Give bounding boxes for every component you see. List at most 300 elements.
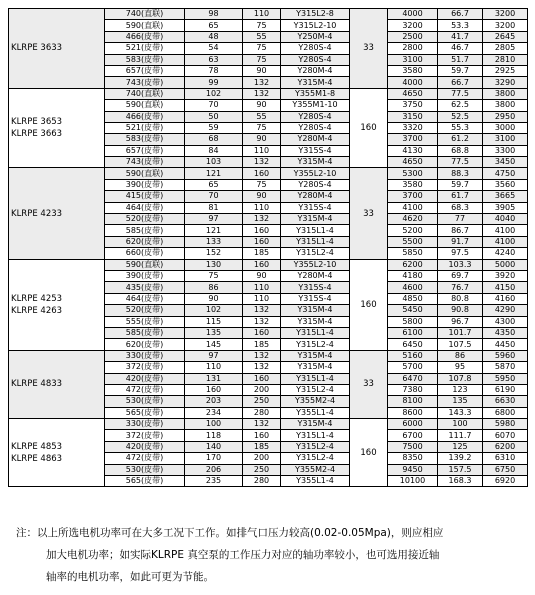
weight-cell: 5960 [483, 350, 528, 361]
pressure-cell: 160 [350, 419, 388, 487]
speed-drive-cell: 420(皮带) [105, 441, 185, 452]
motor-model-cell: Y355M2-4 [281, 396, 350, 407]
weight-cell: 4450 [483, 339, 528, 350]
motor-model-cell: Y315L1-4 [281, 225, 350, 236]
model-name: KLRPE 4263 [11, 305, 63, 316]
speed-drive-cell: 530(皮带) [105, 396, 185, 407]
flow-m3min-cell: 135 [438, 396, 483, 407]
motor-power-cell: 185 [243, 339, 281, 350]
shaft-power-cell: 97 [185, 214, 243, 225]
flow-m3h-cell: 6100 [388, 327, 438, 338]
flow-m3min-cell: 53.3 [438, 20, 483, 31]
motor-power-cell: 250 [243, 464, 281, 475]
shaft-power-cell: 145 [185, 339, 243, 350]
flow-m3min-cell: 76.7 [438, 282, 483, 293]
speed-drive-cell: 740(直联) [105, 9, 185, 20]
flow-m3h-cell: 5160 [388, 350, 438, 361]
weight-cell: 4160 [483, 293, 528, 304]
shaft-power-cell: 110 [185, 362, 243, 373]
flow-m3h-cell: 6470 [388, 373, 438, 384]
flow-m3h-cell: 5300 [388, 168, 438, 179]
motor-power-cell: 132 [243, 362, 281, 373]
flow-m3h-cell: 8100 [388, 396, 438, 407]
model-name: KLRPE 4833 [11, 379, 63, 390]
motor-power-cell: 132 [243, 88, 281, 99]
flow-m3h-cell: 8350 [388, 453, 438, 464]
speed-drive-cell: 466(皮带) [105, 31, 185, 42]
motor-power-cell: 185 [243, 248, 281, 259]
speed-drive-cell: 464(皮带) [105, 202, 185, 213]
motor-model-cell: Y355L1-4 [281, 407, 350, 418]
flow-m3min-cell: 77 [438, 214, 483, 225]
weight-cell: 2950 [483, 111, 528, 122]
weight-cell: 2925 [483, 65, 528, 76]
weight-cell: 4100 [483, 225, 528, 236]
speed-drive-cell: 657(皮带) [105, 145, 185, 156]
weight-cell: 4100 [483, 236, 528, 247]
motor-power-cell: 55 [243, 111, 281, 122]
shaft-power-cell: 152 [185, 248, 243, 259]
motor-model-cell: Y315L1-4 [281, 373, 350, 384]
flow-m3h-cell: 5500 [388, 236, 438, 247]
speed-drive-cell: 330(皮带) [105, 419, 185, 430]
motor-power-cell: 132 [243, 77, 281, 88]
flow-m3h-cell: 3150 [388, 111, 438, 122]
weight-cell: 5950 [483, 373, 528, 384]
motor-power-cell: 110 [243, 145, 281, 156]
flow-m3min-cell: 46.7 [438, 43, 483, 54]
flow-m3h-cell: 4620 [388, 214, 438, 225]
motor-model-cell: Y315L2-4 [281, 441, 350, 452]
motor-model-cell: Y315L2-8 [281, 9, 350, 20]
weight-cell: 6310 [483, 453, 528, 464]
speed-drive-cell: 435(皮带) [105, 282, 185, 293]
motor-power-cell: 280 [243, 407, 281, 418]
motor-power-cell: 55 [243, 31, 281, 42]
weight-cell: 3200 [483, 20, 528, 31]
flow-m3h-cell: 5850 [388, 248, 438, 259]
flow-m3min-cell: 143.3 [438, 407, 483, 418]
motor-power-cell: 160 [243, 168, 281, 179]
flow-m3min-cell: 68.8 [438, 145, 483, 156]
flow-m3min-cell: 80.8 [438, 293, 483, 304]
motor-power-cell: 90 [243, 134, 281, 145]
flow-m3min-cell: 88.3 [438, 168, 483, 179]
motor-power-cell: 185 [243, 441, 281, 452]
motor-power-cell: 132 [243, 214, 281, 225]
shaft-power-cell: 203 [185, 396, 243, 407]
flow-m3min-cell: 59.7 [438, 65, 483, 76]
shaft-power-cell: 78 [185, 65, 243, 76]
motor-model-cell: Y315M-4 [281, 419, 350, 430]
weight-cell: 3300 [483, 145, 528, 156]
model-name: KLRPE 3653 [11, 117, 63, 128]
motor-model-cell: Y315L2-4 [281, 453, 350, 464]
weight-cell: 3450 [483, 157, 528, 168]
flow-m3min-cell: 52.5 [438, 111, 483, 122]
motor-model-cell: Y315M-4 [281, 214, 350, 225]
weight-cell: 4240 [483, 248, 528, 259]
flow-m3h-cell: 4130 [388, 145, 438, 156]
flow-m3min-cell: 77.5 [438, 88, 483, 99]
model-name: KLRPE 3663 [11, 129, 63, 140]
model-cell [9, 259, 105, 350]
motor-power-cell: 250 [243, 396, 281, 407]
motor-power-cell: 132 [243, 305, 281, 316]
shaft-power-cell: 98 [185, 9, 243, 20]
motor-power-cell: 75 [243, 43, 281, 54]
shaft-power-cell: 118 [185, 430, 243, 441]
footnote-line-3: 轴率的电机功率，如此可更为节能。 [46, 571, 214, 583]
flow-m3min-cell: 61.2 [438, 134, 483, 145]
flow-m3min-cell: 103.3 [438, 259, 483, 270]
speed-drive-cell: 390(皮带) [105, 270, 185, 281]
motor-power-cell: 200 [243, 453, 281, 464]
motor-power-cell: 280 [243, 476, 281, 487]
shaft-power-cell: 121 [185, 168, 243, 179]
table-row [9, 419, 528, 430]
speed-drive-cell: 472(皮带) [105, 384, 185, 395]
weight-cell: 6630 [483, 396, 528, 407]
shaft-power-cell: 48 [185, 31, 243, 42]
motor-model-cell: Y315M-4 [281, 157, 350, 168]
flow-m3min-cell: 68.3 [438, 202, 483, 213]
flow-m3h-cell: 3100 [388, 54, 438, 65]
flow-m3min-cell: 96.7 [438, 316, 483, 327]
flow-m3min-cell: 41.7 [438, 31, 483, 42]
motor-model-cell: Y315M-4 [281, 305, 350, 316]
shaft-power-cell: 160 [185, 384, 243, 395]
speed-drive-cell: 330(皮带) [105, 350, 185, 361]
shaft-power-cell: 130 [185, 259, 243, 270]
shaft-power-cell: 235 [185, 476, 243, 487]
speed-drive-cell: 620(皮带) [105, 339, 185, 350]
spec-table-container [8, 8, 527, 487]
motor-model-cell: Y280S-4 [281, 179, 350, 190]
flow-m3h-cell: 10100 [388, 476, 438, 487]
weight-cell: 4040 [483, 214, 528, 225]
flow-m3h-cell: 4850 [388, 293, 438, 304]
weight-cell: 4290 [483, 305, 528, 316]
weight-cell: 6920 [483, 476, 528, 487]
shaft-power-cell: 68 [185, 134, 243, 145]
motor-power-cell: 90 [243, 191, 281, 202]
shaft-power-cell: 59 [185, 122, 243, 133]
weight-cell: 2805 [483, 43, 528, 54]
shaft-power-cell: 102 [185, 88, 243, 99]
motor-model-cell: Y280S-4 [281, 122, 350, 133]
model-name: KLRPE 4233 [11, 208, 63, 219]
motor-power-cell: 160 [243, 430, 281, 441]
weight-cell: 5980 [483, 419, 528, 430]
motor-model-cell: Y315M-4 [281, 316, 350, 327]
speed-drive-cell: 372(皮带) [105, 362, 185, 373]
flow-m3h-cell: 4000 [388, 77, 438, 88]
shaft-power-cell: 99 [185, 77, 243, 88]
model-cell [9, 419, 105, 487]
speed-drive-cell: 530(皮带) [105, 464, 185, 475]
flow-m3h-cell: 7500 [388, 441, 438, 452]
flow-m3min-cell: 139.2 [438, 453, 483, 464]
flow-m3min-cell: 95 [438, 362, 483, 373]
weight-cell: 4350 [483, 327, 528, 338]
speed-drive-cell: 390(皮带) [105, 179, 185, 190]
motor-model-cell: Y315L2-4 [281, 339, 350, 350]
weight-cell: 4750 [483, 168, 528, 179]
motor-model-cell: Y315S-4 [281, 282, 350, 293]
speed-drive-cell: 521(皮带) [105, 43, 185, 54]
flow-m3min-cell: 111.7 [438, 430, 483, 441]
motor-power-cell: 110 [243, 282, 281, 293]
weight-cell: 4150 [483, 282, 528, 293]
shaft-power-cell: 54 [185, 43, 243, 54]
flow-m3h-cell: 4100 [388, 202, 438, 213]
flow-m3min-cell: 107.8 [438, 373, 483, 384]
shaft-power-cell: 90 [185, 293, 243, 304]
flow-m3min-cell: 59.7 [438, 179, 483, 190]
motor-model-cell: Y355L2-10 [281, 168, 350, 179]
motor-power-cell: 110 [243, 9, 281, 20]
pressure-cell: 160 [350, 259, 388, 350]
flow-m3h-cell: 4180 [388, 270, 438, 281]
shaft-power-cell: 75 [185, 270, 243, 281]
shaft-power-cell: 65 [185, 20, 243, 31]
speed-drive-cell: 585(皮带) [105, 225, 185, 236]
shaft-power-cell: 133 [185, 236, 243, 247]
shaft-power-cell: 100 [185, 419, 243, 430]
motor-model-cell: Y315L1-4 [281, 236, 350, 247]
flow-m3h-cell: 5800 [388, 316, 438, 327]
flow-m3min-cell: 66.7 [438, 9, 483, 20]
motor-model-cell: Y315M-4 [281, 350, 350, 361]
shaft-power-cell: 70 [185, 191, 243, 202]
motor-model-cell: Y315S-4 [281, 293, 350, 304]
model-cell [9, 88, 105, 168]
table-row [9, 168, 528, 179]
motor-model-cell: Y280M-4 [281, 191, 350, 202]
speed-drive-cell: 660(皮带) [105, 248, 185, 259]
speed-drive-cell: 743(皮带) [105, 77, 185, 88]
flow-m3h-cell: 3750 [388, 100, 438, 111]
shaft-power-cell: 84 [185, 145, 243, 156]
flow-m3h-cell: 3200 [388, 20, 438, 31]
shaft-power-cell: 97 [185, 350, 243, 361]
flow-m3h-cell: 9450 [388, 464, 438, 475]
motor-power-cell: 75 [243, 122, 281, 133]
pressure-cell: 33 [350, 350, 388, 418]
motor-power-cell: 110 [243, 202, 281, 213]
spec-table-body [9, 9, 528, 487]
shaft-power-cell: 70 [185, 100, 243, 111]
flow-m3min-cell: 66.7 [438, 77, 483, 88]
shaft-power-cell: 135 [185, 327, 243, 338]
shaft-power-cell: 140 [185, 441, 243, 452]
motor-power-cell: 132 [243, 157, 281, 168]
flow-m3min-cell: 125 [438, 441, 483, 452]
pressure-cell: 33 [350, 168, 388, 259]
weight-cell: 3665 [483, 191, 528, 202]
motor-power-cell: 75 [243, 20, 281, 31]
speed-drive-cell: 620(皮带) [105, 236, 185, 247]
model-name: KLRPE 3633 [11, 43, 63, 54]
shaft-power-cell: 102 [185, 305, 243, 316]
motor-power-cell: 75 [243, 179, 281, 190]
model-name: KLRPE 4863 [11, 453, 63, 464]
motor-power-cell: 90 [243, 65, 281, 76]
flow-m3min-cell: 97.5 [438, 248, 483, 259]
flow-m3h-cell: 4650 [388, 157, 438, 168]
flow-m3min-cell: 86.7 [438, 225, 483, 236]
flow-m3min-cell: 77.5 [438, 157, 483, 168]
motor-power-cell: 160 [243, 373, 281, 384]
weight-cell: 2645 [483, 31, 528, 42]
model-cell [9, 9, 105, 89]
weight-cell: 3920 [483, 270, 528, 281]
flow-m3h-cell: 6200 [388, 259, 438, 270]
speed-drive-cell: 420(皮带) [105, 373, 185, 384]
speed-drive-cell: 657(皮带) [105, 65, 185, 76]
motor-power-cell: 90 [243, 270, 281, 281]
flow-m3h-cell: 5450 [388, 305, 438, 316]
flow-m3min-cell: 157.5 [438, 464, 483, 475]
motor-model-cell: Y315L2-4 [281, 248, 350, 259]
shaft-power-cell: 63 [185, 54, 243, 65]
weight-cell: 6800 [483, 407, 528, 418]
motor-power-cell: 132 [243, 419, 281, 430]
weight-cell: 6190 [483, 384, 528, 395]
model-name: KLRPE 4853 [11, 441, 63, 452]
weight-cell: 3800 [483, 88, 528, 99]
motor-power-cell: 160 [243, 225, 281, 236]
motor-model-cell: Y280M-4 [281, 134, 350, 145]
flow-m3h-cell: 6450 [388, 339, 438, 350]
speed-drive-cell: 372(皮带) [105, 430, 185, 441]
shaft-power-cell: 81 [185, 202, 243, 213]
motor-model-cell: Y250M-4 [281, 31, 350, 42]
weight-cell: 5870 [483, 362, 528, 373]
weight-cell: 2810 [483, 54, 528, 65]
motor-model-cell: Y280S-4 [281, 54, 350, 65]
speed-drive-cell: 555(皮带) [105, 316, 185, 327]
speed-drive-cell: 415(皮带) [105, 191, 185, 202]
motor-model-cell: Y280M-4 [281, 270, 350, 281]
motor-model-cell: Y280S-4 [281, 111, 350, 122]
pump-motor-spec-table [8, 8, 528, 487]
motor-power-cell: 75 [243, 54, 281, 65]
table-row [9, 9, 528, 20]
flow-m3h-cell: 2800 [388, 43, 438, 54]
table-row [9, 259, 528, 270]
flow-m3min-cell: 55.3 [438, 122, 483, 133]
table-row [9, 350, 528, 361]
flow-m3h-cell: 4000 [388, 9, 438, 20]
flow-m3h-cell: 6700 [388, 430, 438, 441]
motor-model-cell: Y315L1-4 [281, 430, 350, 441]
speed-drive-cell: 521(皮带) [105, 122, 185, 133]
speed-drive-cell: 565(皮带) [105, 407, 185, 418]
shaft-power-cell: 65 [185, 179, 243, 190]
flow-m3h-cell: 3580 [388, 179, 438, 190]
flow-m3h-cell: 5200 [388, 225, 438, 236]
flow-m3min-cell: 91.7 [438, 236, 483, 247]
weight-cell: 3800 [483, 100, 528, 111]
shaft-power-cell: 50 [185, 111, 243, 122]
shaft-power-cell: 234 [185, 407, 243, 418]
footnote-line-2: 加大电机功率；如实际KLRPE 真空泵的工作压力对应的轴功率较小，也可选用接近轴 [46, 549, 440, 561]
pressure-cell: 160 [350, 88, 388, 168]
flow-m3h-cell: 3580 [388, 65, 438, 76]
speed-drive-cell: 472(皮带) [105, 453, 185, 464]
motor-model-cell: Y355M1-10 [281, 100, 350, 111]
speed-drive-cell: 590(直联) [105, 20, 185, 31]
speed-drive-cell: 585(皮带) [105, 327, 185, 338]
motor-model-cell: Y355M1-8 [281, 88, 350, 99]
flow-m3h-cell: 4600 [388, 282, 438, 293]
speed-drive-cell: 743(皮带) [105, 157, 185, 168]
shaft-power-cell: 170 [185, 453, 243, 464]
flow-m3h-cell: 4650 [388, 88, 438, 99]
motor-power-cell: 90 [243, 100, 281, 111]
weight-cell: 4300 [483, 316, 528, 327]
flow-m3min-cell: 61.7 [438, 191, 483, 202]
pressure-cell: 33 [350, 9, 388, 89]
table-row [9, 88, 528, 99]
weight-cell: 3100 [483, 134, 528, 145]
shaft-power-cell: 121 [185, 225, 243, 236]
motor-model-cell: Y315L2-4 [281, 384, 350, 395]
motor-model-cell: Y315S-4 [281, 145, 350, 156]
flow-m3min-cell: 107.5 [438, 339, 483, 350]
flow-m3min-cell: 69.7 [438, 270, 483, 281]
motor-model-cell: Y315M-4 [281, 77, 350, 88]
footnote [16, 522, 521, 588]
speed-drive-cell: 583(皮带) [105, 134, 185, 145]
flow-m3h-cell: 6000 [388, 419, 438, 430]
motor-model-cell: Y315M-4 [281, 362, 350, 373]
motor-power-cell: 132 [243, 350, 281, 361]
flow-m3min-cell: 168.3 [438, 476, 483, 487]
speed-drive-cell: 590(直联) [105, 168, 185, 179]
motor-power-cell: 160 [243, 327, 281, 338]
speed-drive-cell: 740(直联) [105, 88, 185, 99]
flow-m3h-cell: 3700 [388, 134, 438, 145]
flow-m3min-cell: 100 [438, 419, 483, 430]
weight-cell: 3560 [483, 179, 528, 190]
shaft-power-cell: 103 [185, 157, 243, 168]
motor-model-cell: Y280S-4 [281, 43, 350, 54]
flow-m3min-cell: 90.8 [438, 305, 483, 316]
shaft-power-cell: 86 [185, 282, 243, 293]
flow-m3min-cell: 86 [438, 350, 483, 361]
flow-m3h-cell: 8600 [388, 407, 438, 418]
motor-model-cell: Y355L1-4 [281, 476, 350, 487]
weight-cell: 3290 [483, 77, 528, 88]
flow-m3min-cell: 101.7 [438, 327, 483, 338]
motor-power-cell: 132 [243, 316, 281, 327]
speed-drive-cell: 565(皮带) [105, 476, 185, 487]
motor-power-cell: 160 [243, 236, 281, 247]
shaft-power-cell: 206 [185, 464, 243, 475]
speed-drive-cell: 520(皮带) [105, 214, 185, 225]
weight-cell: 6070 [483, 430, 528, 441]
motor-model-cell: Y315L1-4 [281, 327, 350, 338]
weight-cell: 3905 [483, 202, 528, 213]
speed-drive-cell: 590(直联) [105, 259, 185, 270]
speed-drive-cell: 464(皮带) [105, 293, 185, 304]
motor-power-cell: 110 [243, 293, 281, 304]
flow-m3h-cell: 2500 [388, 31, 438, 42]
speed-drive-cell: 520(皮带) [105, 305, 185, 316]
